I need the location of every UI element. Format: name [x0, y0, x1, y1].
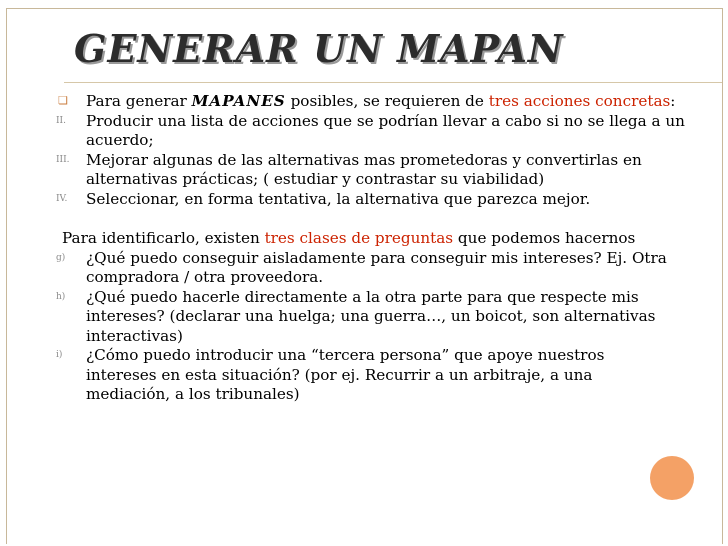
step-marker: IV.	[56, 193, 68, 204]
step-item	[56, 111, 712, 151]
slide-title: GENERAR UN MAPAN	[74, 26, 564, 71]
step-item	[56, 150, 712, 190]
step-marker: III.	[56, 154, 70, 165]
question-item	[56, 287, 712, 347]
intro-highlight: tres acciones concretas	[488, 92, 671, 110]
question-item	[56, 248, 712, 288]
frame-top-line	[6, 8, 722, 9]
intro-text-3: :	[670, 92, 676, 110]
question-text: ¿Qué puedo conseguir aisladamente para conseguir mis intereses? Ej. Otra compradora / otra proveedora.	[86, 248, 667, 286]
spacer	[62, 209, 712, 229]
step-marker: II.	[56, 115, 66, 126]
bullet-icon: ❏	[58, 94, 68, 107]
question-marker: i)	[56, 350, 63, 360]
step-text: Producir una lista de acciones que se podrían llevar a cabo si no se llega a un acuerdo;	[86, 111, 685, 149]
step-item	[56, 189, 712, 210]
identify-text-2: que podemos hacernos	[453, 229, 636, 247]
frame-left-line	[6, 8, 7, 544]
identify-text-1: Para identificarlo, existen	[62, 229, 265, 247]
question-marker: g)	[56, 252, 66, 263]
intro-text-1: Para generar	[86, 92, 192, 110]
question-text: ¿Qué puedo hacerle directamente a la otra parte para que respecte mis intereses? (declarar una huelga; una guerra…, un boicot, son alternativas interactivas)	[86, 287, 656, 345]
intro-text-2: posibles, se requieren de	[285, 92, 489, 110]
question-item	[56, 346, 712, 405]
question-text: ¿Cómo puedo introducir una “tercera persona” que apoye nuestros intereses en esta situación? (por ej. Recurrir a un arbitraje, a una mediación, a los tribunales)	[86, 346, 605, 403]
step-text: Seleccionar, en forma tentativa, la alternativa que parezca mejor.	[86, 189, 591, 208]
frame-right-line	[722, 8, 723, 544]
identify-paragraph	[62, 229, 712, 249]
step-text: Mejorar algunas de las alternativas mas prometedoras y convertirlas en alternativas prácticas; ( estudiar y contrastar su viabilidad)	[86, 150, 642, 188]
intro-emphasis: MAPANES	[191, 92, 286, 110]
intro-paragraph	[58, 92, 712, 112]
title-divider	[64, 82, 722, 83]
question-marker: h)	[56, 291, 66, 302]
identify-highlight: tres clases de preguntas	[264, 229, 454, 247]
decorative-circle	[650, 456, 694, 500]
slide-body	[56, 92, 712, 405]
